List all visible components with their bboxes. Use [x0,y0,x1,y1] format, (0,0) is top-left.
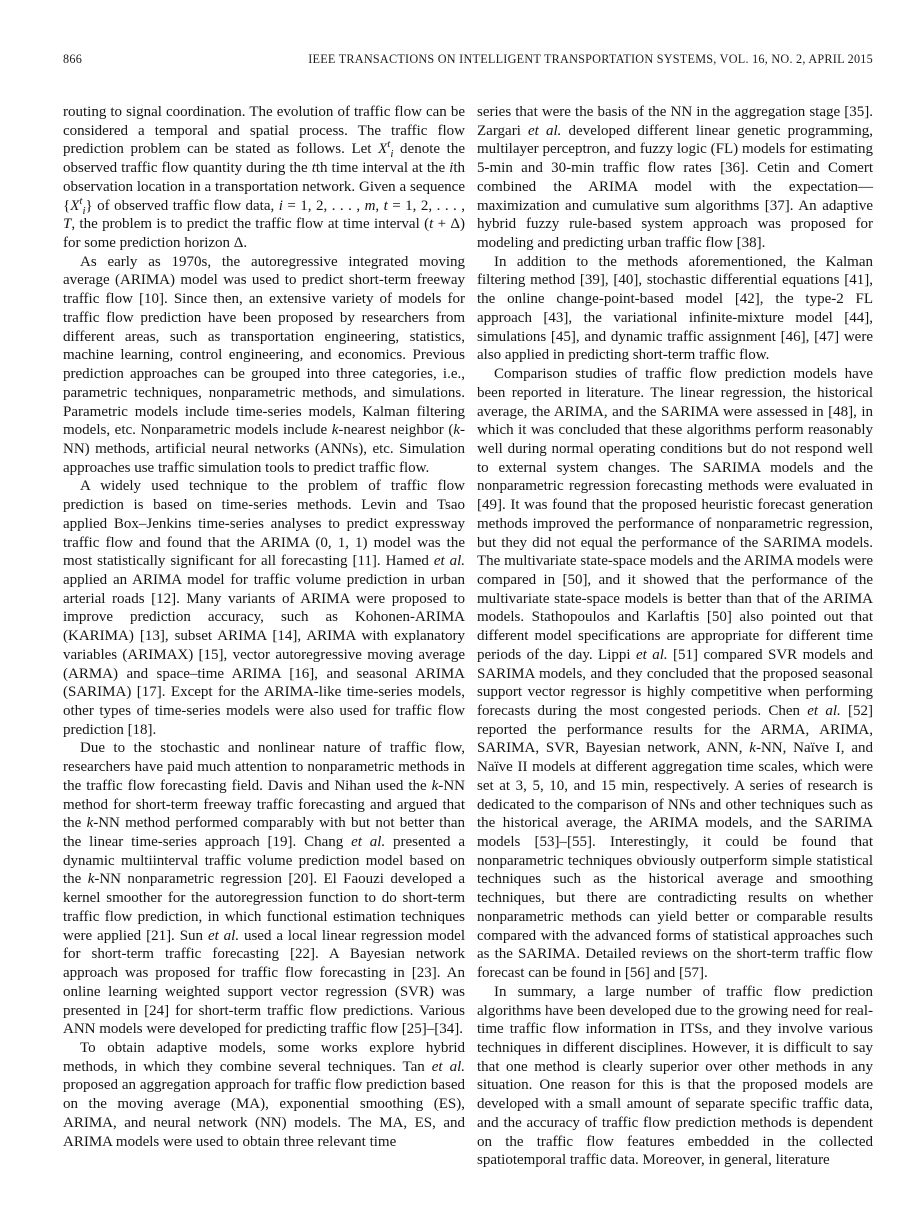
paragraph: series that were the basis of the NN in the aggregation stage [35]. Zargari et al. developed different linear genetic programming, multilayer perceptron, and fuzzy logic (FL) models for estimating 5-min and 30-min traffic flow rates [36]. Cetin and Comert combined the ARIMA model with the expectation—maximization and cumulative sum algorithms [37]. An adaptive hybrid fuzzy rule-based system approach was proposed for modeling and predicting urban traffic flow [38]. [477,104,873,252]
paragraph: In summary, a large number of traffic flow prediction algorithms have been developed due to the growing need for real-time traffic flow information in ITSs, and they involve various techniques in different disciplines. However, it is difficult to say that one method is clearly superior over other methods in any situation. One reason for this is that the proposed models are developed with a small amount of separate specific traffic data, and the accuracy of traffic flow prediction methods is dependent on the traffic flow features embedded in the collected spatiotemporal traffic data. Moreover, in general, literature [477,983,873,1169]
right-column [477,103,873,1170]
paragraph: A widely used technique to the problem of traffic flow prediction is based on time-series methods. Levin and Tsao applied Box–Jenkins time-series analyses to predict expressway traffic flow and found that the ARIMA (0, 1, 1) model was the most statistically significant for all forecasting [11]. Hamed et al. applied an ARIMA model for traffic volume prediction in urban arterial roads [12]. Many variants of ARIMA were proposed to improve prediction accuracy, such as Kohonen-ARIMA (KARIMA) [13], subset ARIMA [14], ARIMA with explanatory variables (ARIMAX) [15], vector autoregressive moving average (ARMA) and space–time ARIMA [16], and seasonal ARIMA (SARIMA) [17]. Except for the ARIMA-like time-series models, other types of time-series models were also used for traffic flow prediction [18]. [63,478,465,738]
paragraph: Comparison studies of traffic flow prediction models have been reported in literature. The linear regression, the historical average, the ARIMA, and the SARIMA were assessed in [48], in which it was concluded that these algorithms perform reasonably well during normal operating conditions but do not respond well to external system changes. The SARIMA models and the nonparametric regression forecasting methods were evaluated in [49]. It was found that the proposed heuristic forecast generation methods improved the performance of nonparametric regression, but they did not equal the performance of the SARIMA models. The multivariate state-space models and the ARIMA models were compared in [50], and it showed that the performance of the multivariate state-space models is better than that of the ARIMA models. Stathopoulos and Karlaftis [50] also pointed out that different model specifications are appropriate for different time periods of the day. Lippi et al. [51] compared SVR models and SARIMA models, and they concluded that the proposed seasonal support vector regressor is highly competitive when performing forecasts during the most congested periods. Chen et al. [52] reported the performance results for the ARMA, ARIMA, SARIMA, SVR, Bayesian network, ANN, k-NN, Naïve I, and Naïve II models at different aggregation time scales, which were set at 3, 5, 10, and 15 min, respectively. A series of research is dedicated to the comparison of NNs and other techniques such as the historical average, the ARIMA models, and the SARIMA models [53]–[55]. Interestingly, it could be found that nonparametric techniques obviously outperform simple statistical techniques such as the historical average and smoothing techniques, but there are contradicting results on whether nonparametric methods can yield better or comparable results compared with the advanced forms of statistical approaches such as the SARIMA. Detailed reviews on the short-term traffic flow forecast can be found in [56] and [57]. [477,366,874,982]
page-number: 866 [63,52,83,66]
paragraph: In addition to the methods aforementioned, the Kalman filtering method [39], [40], stochastic differential equations [41], the online change-point-based model [42], the type-2 FL approach [43], the variational infinite-mixture model [44], simulations [45], and dynamic traffic assignment [46], [47] were also applied in predicting short-term traffic flow. [477,253,873,364]
running-header [63,52,873,66]
left-column [63,103,465,1170]
paragraph: Due to the stochastic and nonlinear nature of traffic flow, researchers have paid much attention to nonparametric methods in the traffic flow forecasting field. Davis and Nihan used the k-NN method for short-term freeway traffic forecasting and argued that the k-NN method performed comparably with but not better than the linear time-series approach [19]. Chang et al. presented a dynamic multiinterval traffic volume prediction model based on the k-NN nonparametric regression [20]. El Faouzi developed a kernel smoother for the autoregression function to do short-term traffic flow prediction, in which functional estimation techniques were applied [21]. Sun et al. used a local linear regression model for short-term traffic forecasting [22]. A Bayesian network approach was proposed for traffic flow forecasting in [23]. An online learning weighted support vector regression (SVR) was presented in [24] for short-term traffic flow predictions. Various ANN models were developed for predicting traffic flow [25]–[34]. [63,740,465,1038]
paragraph: routing to signal coordination. The evolution of traffic flow can be considered a temporal and spatial process. The traffic flow prediction problem can be stated as follows. Let $X^t_i$ denote the observed traffic flow quantity during the tth time interval at the ith observation location in a transportation network. Given a sequence $\{X^t_i\}$ of observed traffic flow data, i = 1, 2, . . . , m, t = 1, 2, . . . , T, the problem is to predict the traffic flow at time interval (t + Δ) for some prediction horizon Δ. [63,104,466,252]
two-column-body [63,103,873,1170]
paragraph: As early as 1970s, the autoregressive integrated moving average (ARIMA) model was used to predict short-term freeway traffic flow [10]. Since then, an extensive variety of models for traffic flow prediction have been proposed by researchers from different areas, such as transportation engineering, statistics, machine learning, control engineering, and economics. Previous prediction approaches can be grouped into three categories, i.e., parametric techniques, nonparametric methods, and simulations. Parametric models include time-series models, Kalman filtering models, etc. Nonparametric models include k-nearest neighbor (k-NN) methods, artificial neural networks (ANNs), etc. Simulation approaches use traffic simulation tools to predict traffic flow. [63,253,465,476]
paragraph: To obtain adaptive models, some works explore hybrid methods, in which they combine several techniques. Tan et al. proposed an aggregation approach for traffic flow prediction based on the moving average (MA), exponential smoothing (ES), ARIMA, and neural network (NN) models. The MA, ES, and ARIMA models were used to obtain three relevant time [63,1039,465,1150]
journal-title: IEEE TRANSACTIONS ON INTELLIGENT TRANSPORTATION SYSTEMS, VOL. 16, NO. 2, APRIL 2015 [308,52,873,66]
